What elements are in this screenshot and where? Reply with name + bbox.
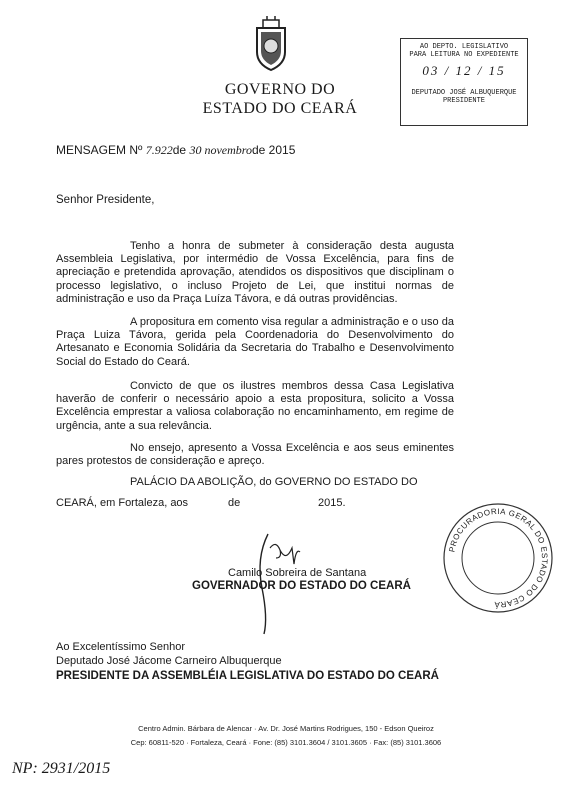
organization-name	[180, 80, 380, 118]
addressee-line-1: Ao Excelentíssimo Senhor	[56, 641, 186, 653]
message-heading	[56, 143, 295, 158]
stamp-line-2: PARA LEITURA NO EXPEDIENTE	[409, 51, 519, 59]
addressee-line-3: PRESIDENTE DA ASSEMBLÉIA LEGISLATIVA DO ESTADO DO CEARÁ	[56, 670, 439, 682]
signatory-title: GOVERNADOR DO ESTADO DO CEARÁ	[192, 580, 411, 592]
seal-text: PROCURADORIA GERAL DO ESTADO DO CEARÁ	[447, 506, 550, 610]
reception-stamp	[400, 38, 528, 126]
stamp-line-1: AO DEPTO. LEGISLATIVO	[419, 43, 509, 51]
message-handwritten-date: 30 novembro	[189, 143, 252, 157]
paragraph-1: Tenho a honra de submeter à consideração desta augusta Assembleia Legislativa, por intermédio de Vossa Excelência, para fins de apreciação e pretendida aprovação, atendidos os dispositivos que disciplinam o processo legislativo, o incluso Projeto de Lei, que institui normas de administração e uso da Praça Luíza Távora, e dá outras providências.	[56, 240, 454, 305]
footer-address: Centro Admin. Bárbara de Alencar · Av. Dr. José Martins Rodrigues, 150 - Edson Queiroz	[138, 724, 434, 733]
stamp-line-4: DEPUTADO JOSÉ ALBUQUERQUE	[411, 89, 517, 97]
closing-line-1: PALÁCIO DA ABOLIÇÃO, do GOVERNO DO ESTADO DO	[130, 476, 418, 488]
salutation: Senhor Presidente,	[56, 194, 155, 206]
org-line-1: GOVERNO DO	[224, 81, 336, 98]
paragraph-3: Convicto de que os ilustres membros dessa Casa Legislativa haverão de conferir o necessário apoio a esta propositura, solicito a Vossa Excelência emprestar a valiosa colaboração no encaminhamento, em regime de urgência, ante a sua relevância.	[56, 380, 454, 432]
closing-line-2a: CEARÁ, em Fortaleza, aos	[56, 497, 189, 509]
stamp-line-5: PRESIDENTE	[442, 97, 485, 105]
signatory-name: Camilo Sobreira de Santana	[228, 567, 367, 579]
message-mid: de	[172, 143, 187, 157]
message-prefix: MENSAGEM Nº	[56, 143, 143, 157]
paragraph-2: A propositura em comento visa regular a administração e o uso da Praça Luiza Távora, gerida pela Coordenadoria do Desenvolvimento do Artesanato e Economia Solidária da Secretaria do Trabalho e Desenvolvimento Social do Estado do Ceará.	[56, 316, 454, 368]
message-number: 7.922	[145, 143, 173, 157]
stamp-date: 03 / 12 / 15	[422, 63, 506, 78]
protocol-annotation: NP: 2931/2015	[12, 760, 111, 777]
closing-line-2b: de	[228, 497, 241, 509]
addressee-line-2: Deputado José Jácome Carneiro Albuquerque	[56, 655, 282, 667]
message-suffix: de 2015	[251, 143, 296, 157]
paragraph-4: No ensejo, apresento a Vossa Excelência e aos seus eminentes pares protestos de consideração e apreço.	[56, 442, 454, 468]
procuradoria-seal	[438, 498, 558, 618]
org-line-2: ESTADO DO CEARÁ	[202, 100, 358, 117]
coat-of-arms-icon	[251, 14, 291, 74]
closing-line-2c: 2015.	[318, 497, 346, 509]
footer-contact: Cep: 60811-520 · Fortaleza, Ceará · Fone: (85) 3101.3604 / 3101.3605 · Fax: (85) 3101.3606	[130, 738, 442, 747]
